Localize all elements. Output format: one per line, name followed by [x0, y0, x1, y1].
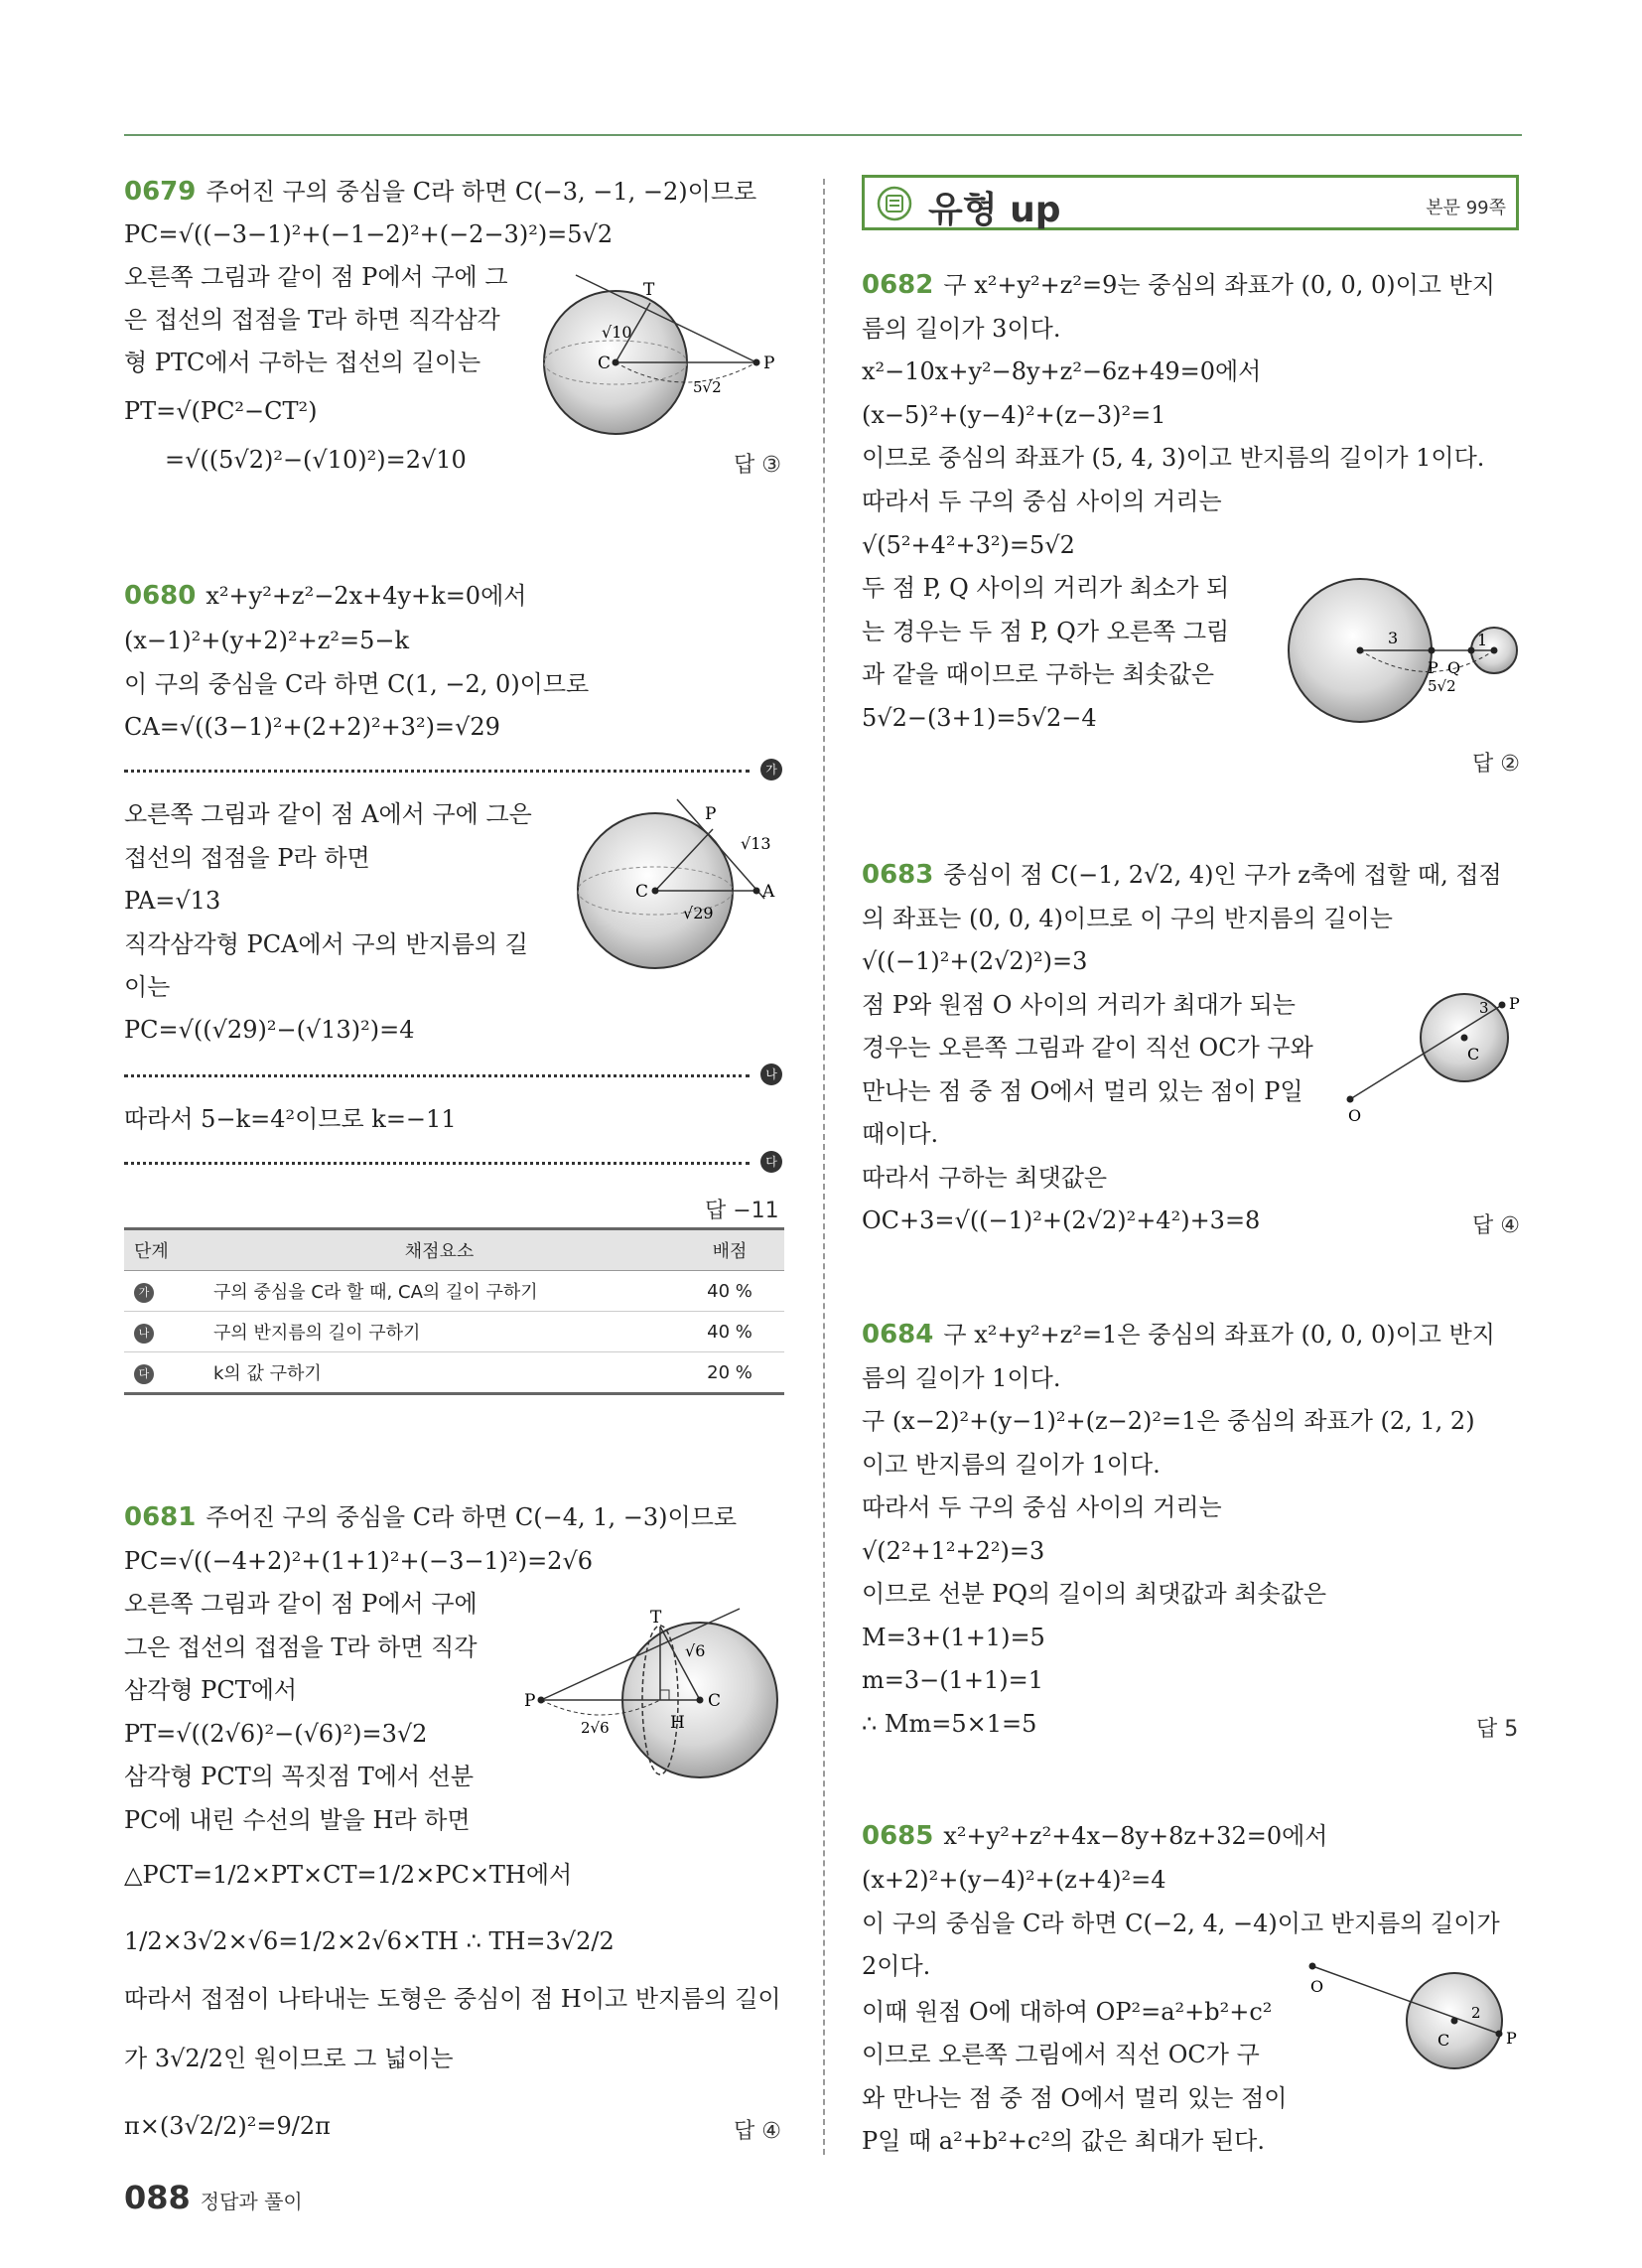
problem-number: 0683 — [862, 860, 934, 890]
point-P — [1429, 647, 1436, 654]
table-row — [124, 1312, 784, 1352]
step-marker: 가 — [760, 759, 782, 780]
label-O: O — [1310, 1977, 1324, 1996]
header-cell: 배점 — [675, 1229, 784, 1271]
table-row — [124, 1271, 784, 1312]
label-tangent: √13 — [741, 834, 771, 853]
text-line: PC=√((−4+2)²+(1+1)²+(−3−1)²)=2√6 — [124, 1547, 594, 1575]
point-C — [613, 359, 619, 366]
point-C — [652, 888, 659, 895]
label-radius: 2 — [1471, 2004, 1481, 2022]
point-P — [1499, 1002, 1506, 1009]
sphere-origin-figure — [1340, 988, 1529, 1127]
text-line: 이 구의 중심을 C라 하면 C(1, −2, 0)이므로 — [124, 670, 590, 698]
label-distance: 2√6 — [581, 1719, 610, 1737]
label-P: P — [705, 804, 717, 824]
problem-number: 0684 — [862, 1320, 934, 1349]
answer: 답 ③ — [734, 453, 781, 478]
table-cell: 40 % — [675, 1312, 784, 1352]
text-line: (x−5)²+(y−4)²+(z−3)²=1 — [862, 401, 1166, 429]
label-r1: 3 — [1388, 629, 1399, 647]
text-line: π×(3√2/2)²=9/2π — [124, 2112, 331, 2140]
sphere-tangent-figure — [566, 799, 784, 968]
two-spheres-figure — [1281, 576, 1529, 725]
label-distance: 5√2 — [693, 378, 722, 396]
text-line: 접선의 접점을 P라 하면 — [124, 844, 370, 872]
text-line: 삼각형 PCT에서 — [124, 1676, 298, 1704]
point-O — [1309, 1963, 1316, 1970]
scoring-table — [124, 1227, 784, 1395]
point-P — [538, 1697, 545, 1704]
answer: 답 5 — [1476, 1717, 1519, 1742]
label-distance: √29 — [683, 904, 714, 922]
text-line: P일 때 a²+b²+c²의 값은 최대가 된다. — [862, 2127, 1265, 2155]
dotted-separator — [124, 1162, 750, 1165]
step-badge: 가 — [134, 1283, 154, 1303]
text-line: 따라서 두 구의 중심 사이의 거리는 — [862, 488, 1222, 515]
text-line: x²+y²+z²+4x−8y+8z+32=0에서 — [943, 1822, 1328, 1850]
label-C: C — [1437, 2031, 1450, 2050]
center-large — [1357, 647, 1364, 654]
table-header-row — [124, 1229, 784, 1271]
text-line: PT=√((2√6)²−(√6)²)=3√2 — [124, 1720, 428, 1748]
text-line: 따라서 구하는 최댓값은 — [862, 1164, 1108, 1192]
dotted-separator — [124, 1074, 750, 1077]
label-r2: 1 — [1477, 631, 1488, 649]
text-line: √(5²+4²+3²)=5√2 — [862, 531, 1075, 559]
label-C: C — [598, 354, 612, 373]
table-cell: 20 % — [675, 1352, 784, 1394]
label-Q: Q — [1447, 658, 1461, 677]
text-line: √(2²+1²+2²)=3 — [862, 1537, 1045, 1565]
text-line: 이므로 중심의 좌표가 (5, 4, 3)이고 반지름의 길이가 1이다. — [862, 444, 1485, 472]
text-line: 는 경우는 두 점 P, Q가 오른쪽 그림 — [862, 618, 1230, 645]
text-line: √((−1)²+(2√2)²)=3 — [862, 947, 1088, 975]
text-line: (x+2)²+(y−4)²+(z+4)²=4 — [862, 1866, 1166, 1894]
text-line: 점 P와 원점 O 사이의 거리가 최대가 되는 — [862, 991, 1296, 1019]
point-P — [1496, 2031, 1503, 2038]
problem-number: 0679 — [124, 177, 197, 207]
point-O — [1347, 1096, 1354, 1103]
label-P: P — [1506, 2029, 1517, 2048]
point-C — [1461, 1035, 1468, 1042]
text-line: 오른쪽 그림과 같이 점 A에서 구에 그은 — [124, 800, 532, 828]
problem-number: 0685 — [862, 1821, 934, 1851]
label-P: P — [524, 1691, 536, 1711]
text-line: 이는 — [124, 973, 171, 1001]
label-O: O — [1348, 1106, 1362, 1125]
text-line: 주어진 구의 중심을 C라 하면 C(−4, 1, −3)이므로 — [205, 1503, 738, 1531]
sphere-tangent-figure — [521, 1609, 789, 1777]
label-radius: √6 — [685, 1641, 706, 1660]
column-divider — [823, 179, 825, 2155]
header-cell: 채점요소 — [204, 1229, 675, 1271]
section-title: 유형 up — [928, 190, 1061, 230]
text-line: 2이다. — [862, 1952, 931, 1980]
top-rule — [124, 134, 1522, 136]
text-line: x²+y²+z²−2x+4y+k=0에서 — [205, 582, 527, 610]
text-line: 주어진 구의 중심을 C라 하면 C(−3, −1, −2)이므로 — [205, 178, 757, 206]
label-P: P — [763, 354, 775, 373]
text-line: PA=√13 — [124, 887, 221, 915]
text-line: 와 만나는 점 중 점 O에서 멀리 있는 점이 — [862, 2084, 1288, 2112]
text-line: △PCT=1/2×PT×CT=1/2×PC×TH에서 — [124, 1861, 573, 1889]
text-line: 따라서 5−k=4²이므로 k=−11 — [124, 1105, 457, 1133]
text-line: 이때 원점 O에 대하여 OP²=a²+b²+c² — [862, 1998, 1273, 2026]
text-line: 그은 접선의 접점을 T라 하면 직각 — [124, 1633, 478, 1661]
problem-number: 0680 — [124, 581, 197, 611]
step-marker: 나 — [760, 1063, 782, 1085]
text-line: 5√2−(3+1)=5√2−4 — [862, 704, 1097, 732]
label-T: T — [650, 1608, 662, 1628]
text-line: M=3+(1+1)=5 — [862, 1624, 1045, 1651]
label-A: A — [762, 882, 775, 902]
type-up-header — [862, 175, 1519, 230]
text-line: 1/2×3√2×√6=1/2×2√6×TH ∴ TH=3√2/2 — [124, 1927, 615, 1955]
text-line: 때이다. — [862, 1120, 939, 1148]
note-icon — [877, 186, 912, 221]
center-small — [1491, 647, 1498, 654]
text-line: (x−1)²+(y+2)²+z²=5−k — [124, 627, 410, 654]
answer: 답 ② — [1472, 752, 1520, 777]
text-line: 이므로 오른쪽 그림에서 직선 OC가 구 — [862, 2041, 1260, 2068]
step-marker: 다 — [760, 1151, 782, 1173]
point-C — [697, 1697, 704, 1704]
text-line: 구 x²+y²+z²=9는 중심의 좌표가 (0, 0, 0)이고 반지 — [943, 271, 1495, 299]
label-C: C — [1467, 1045, 1480, 1063]
text-line: 형 PTC에서 구하는 접선의 길이는 — [124, 349, 481, 376]
text-line: 이므로 선분 PQ의 길이의 최댓값과 최솟값은 — [862, 1580, 1327, 1608]
problem-number: 0682 — [862, 270, 934, 300]
table-cell: 구의 반지름의 길이 구하기 — [204, 1312, 675, 1352]
text-line: PT=√(PC²−CT²) — [124, 397, 318, 425]
point-P — [753, 359, 760, 366]
label-H: H — [670, 1713, 685, 1733]
table-cell: 구의 중심을 C라 할 때, CA의 길이 구하기 — [204, 1271, 675, 1312]
page-number: 088 — [124, 2179, 191, 2216]
dotted-separator — [124, 770, 750, 773]
table-cell: k의 값 구하기 — [204, 1352, 675, 1394]
text-line: 구 (x−2)²+(y−1)²+(z−2)²=1은 중심의 좌표가 (2, 1, 2) — [862, 1407, 1475, 1435]
table-cell: 40 % — [675, 1271, 784, 1312]
sphere-origin-figure — [1300, 1946, 1529, 2075]
point-Q — [1468, 647, 1475, 654]
text-line: x²−10x+y²−8y+z²−6z+49=0에서 — [862, 357, 1262, 385]
text-line: 만나는 점 중 점 O에서 멀리 있는 점이 P일 — [862, 1077, 1303, 1105]
answer: 답 −11 — [705, 1199, 779, 1223]
text-line: 구 x²+y²+z²=1은 중심의 좌표가 (0, 0, 0)이고 반지 — [943, 1321, 1495, 1348]
answer: 답 ④ — [1472, 1213, 1520, 1238]
text-line: m=3−(1+1)=1 — [862, 1666, 1043, 1694]
label-distance: 5√2 — [1428, 677, 1456, 695]
label-radius: √10 — [602, 323, 632, 342]
text-line: 삼각형 PCT의 꼭짓점 T에서 선분 — [124, 1763, 475, 1790]
label-T: T — [643, 280, 655, 300]
text-line: 이고 반지름의 길이가 1이다. — [862, 1451, 1161, 1479]
text-line: 따라서 접점이 나타내는 도형은 중심이 점 H이고 반지름의 길이 — [124, 1985, 781, 2013]
text-line: PC=√((√29)²−(√13)²)=4 — [124, 1016, 415, 1044]
text-line: 의 좌표는 (0, 0, 4)이므로 이 구의 반지름의 길이는 — [862, 905, 1393, 932]
text-line: OC+3=√((−1)²+(2√2)²+4²)+3=8 — [862, 1206, 1261, 1234]
answer: 답 ④ — [734, 2119, 781, 2144]
header-cell: 단계 — [124, 1229, 204, 1271]
text-line: ∴ Mm=5×1=5 — [862, 1710, 1037, 1738]
text-line: 따라서 두 구의 중심 사이의 거리는 — [862, 1493, 1222, 1521]
text-line: PC에 내린 수선의 발을 H라 하면 — [124, 1806, 471, 1834]
text-line: PC=√((−3−1)²+(−1−2)²+(−2−3)²)=5√2 — [124, 220, 614, 248]
step-badge: 나 — [134, 1324, 154, 1344]
text-line: 름의 길이가 1이다. — [862, 1364, 1061, 1392]
text-line: 오른쪽 그림과 같이 점 P에서 구에 — [124, 1590, 478, 1618]
label-P: P — [1509, 994, 1520, 1013]
label-C: C — [708, 1691, 722, 1711]
point-A — [753, 888, 760, 895]
sphere-tangent-figure — [546, 263, 794, 442]
text-line: 두 점 P, Q 사이의 거리가 최소가 되 — [862, 574, 1230, 602]
text-line: 직각삼각형 PCA에서 구의 반지름의 길 — [124, 930, 528, 958]
page-reference: 본문 99쪽 — [1426, 198, 1506, 218]
label-radius: 3 — [1479, 999, 1489, 1017]
text-line: 오른쪽 그림과 같이 점 P에서 구에 그 — [124, 263, 508, 291]
text-line: 가 3√2/2인 원이므로 그 넓이는 — [124, 2045, 454, 2072]
page-footer — [124, 2179, 303, 2216]
text-line: 경우는 오른쪽 그림과 같이 직선 OC가 구와 — [862, 1034, 1313, 1062]
text-line: 름의 길이가 3이다. — [862, 315, 1061, 343]
text-line: 은 접선의 접점을 T라 하면 직각삼각 — [124, 306, 500, 334]
step-badge: 다 — [134, 1364, 154, 1384]
problem-number: 0681 — [124, 1502, 197, 1532]
text-line: 이 구의 중심을 C라 하면 C(−2, 4, −4)이고 반지름의 길이가 — [862, 1910, 1500, 1937]
text-line: 과 같을 때이므로 구하는 최솟값은 — [862, 660, 1215, 688]
text-line: CA=√((3−1)²+(2+2)²+3²)=√29 — [124, 713, 500, 741]
text-line: =√((5√2)²−(√10)²)=2√10 — [165, 446, 467, 474]
label-C: C — [635, 882, 649, 902]
point-C — [1451, 2018, 1458, 2025]
text-line: 중심이 점 C(−1, 2√2, 4)인 구가 z축에 접할 때, 접점 — [943, 861, 1502, 889]
label-P: P — [1428, 658, 1438, 677]
table-row — [124, 1352, 784, 1394]
footer-label: 정답과 풀이 — [200, 2190, 303, 2213]
